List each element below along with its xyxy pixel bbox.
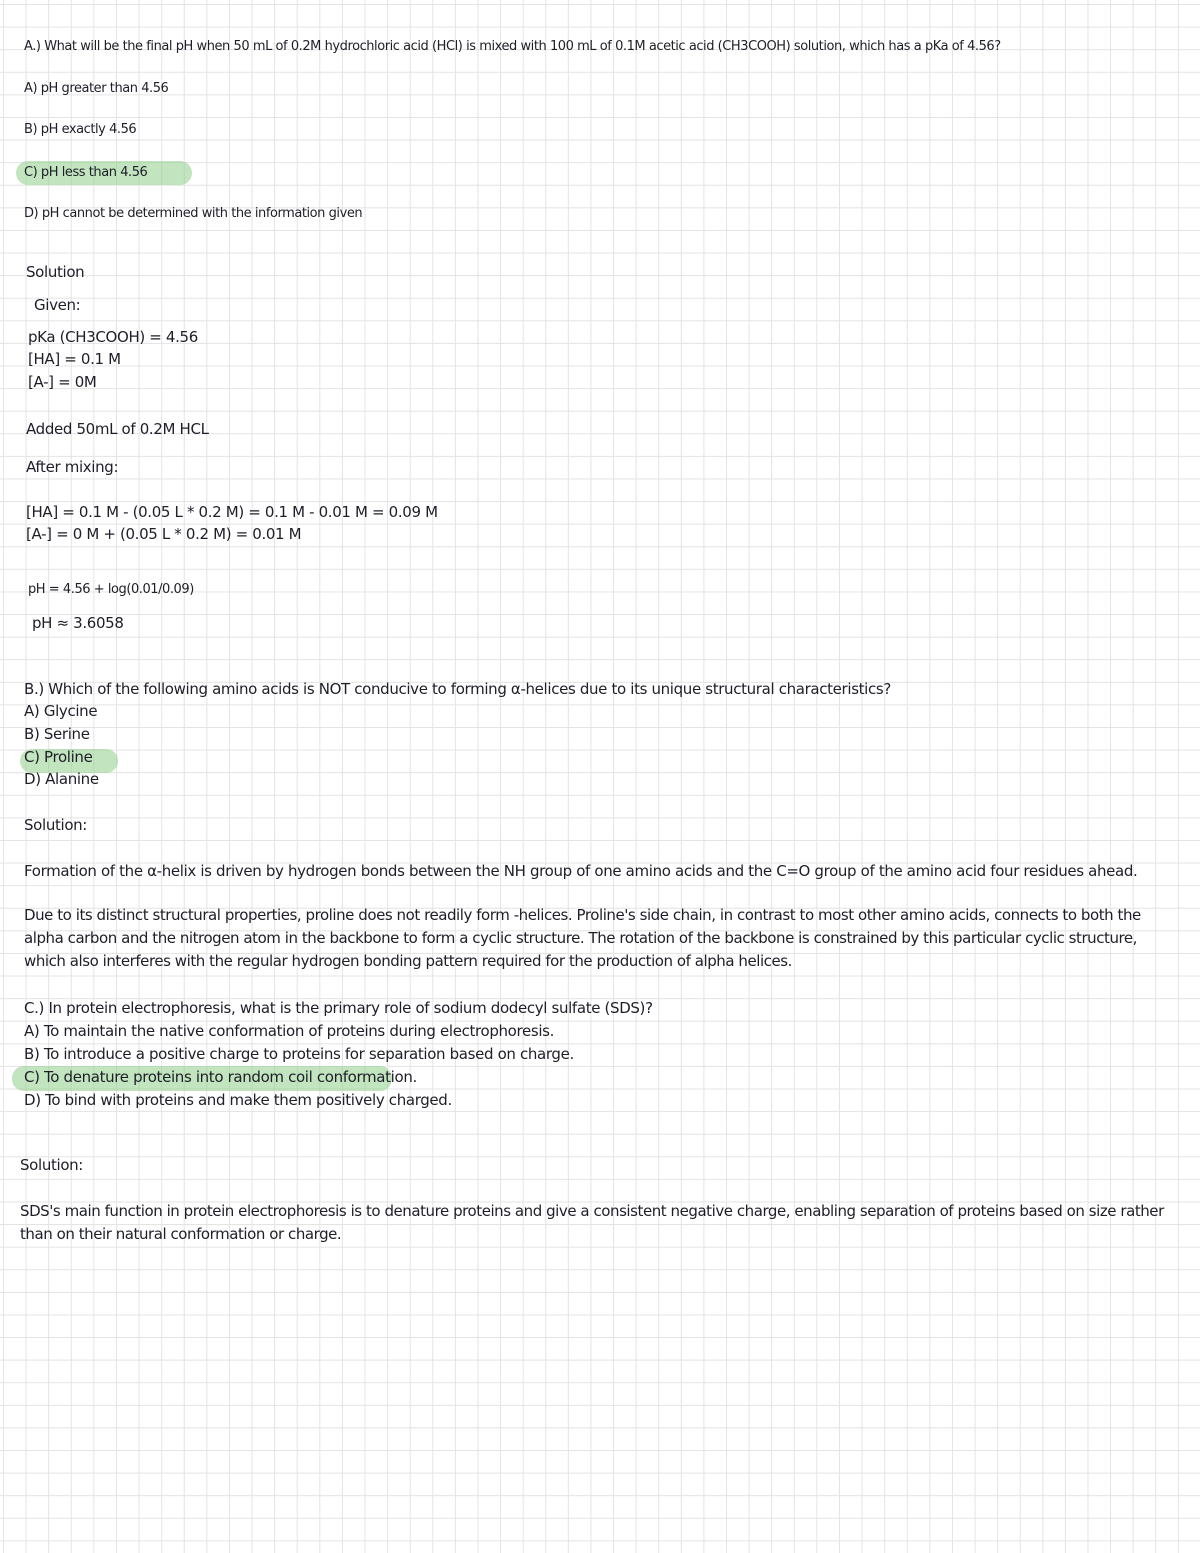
q3-solution-para-1: SDS's main function in protein electrophoresis is to denature proteins and give a consistent negative charge, enabling separation of proteins based on size rather than on their natural conformation or charge. xyxy=(20,1202,1164,1243)
q1-given-label: Given: xyxy=(34,296,81,314)
q2-option-d: D) Alanine xyxy=(24,770,99,788)
q1-given-a: [A-] = 0M xyxy=(28,373,97,391)
q2-option-a: A) Glycine xyxy=(24,702,98,720)
q3-option-a: A) To maintain the native conformation of proteins during electrophoresis. xyxy=(24,1022,555,1040)
q1-given-ha: [HA] = 0.1 M xyxy=(28,350,121,368)
question-1-text: A.) What will be the final pH when 50 mL of 0.2M hydrochloric acid (HCl) is mixed with 100 mL of 0.1M acetic acid (CH3COOH) solution, which has a pKa of 4.56? xyxy=(24,39,1001,54)
q2-option-c: C) Proline xyxy=(24,748,93,766)
q2-solution-para-2: Due to its distinct structural properties, proline does not readily form -helices. Proline's side chain, in contrast to most other amino acids, connects to both the alpha carbon and the nitrogen atom in the backbone to form a cyclic structure. The rotation of the backbone is constrained by this particular cyclic structure, which also interferes with the regular hydrogen bonding pattern required for the production of alpha helices. xyxy=(24,906,1141,970)
q3-solution-heading: Solution: xyxy=(20,1156,84,1174)
q3-option-c: C) To denature proteins into random coil conformation. xyxy=(24,1068,417,1086)
q3-option-d: D) To bind with proteins and make them positively charged. xyxy=(24,1091,452,1109)
q1-calc-ha: [HA] = 0.1 M - (0.05 L * 0.2 M) = 0.1 M - 0.01 M = 0.09 M xyxy=(26,503,438,521)
q1-given-pka: pKa (CH3COOH) = 4.56 xyxy=(28,328,198,346)
question-2-text: B.) Which of the following amino acids is NOT conducive to forming α-helices due to its unique structural characteristics? xyxy=(24,680,891,698)
q2-solution-para-1: Formation of the α-helix is driven by hydrogen bonds between the NH group of one amino acids and the C=O group of the amino acid four residues ahead. xyxy=(24,862,1138,880)
q1-option-d: D) pH cannot be determined with the information given xyxy=(24,206,363,221)
q1-option-a: A) pH greater than 4.56 xyxy=(24,81,169,96)
q2-option-b: B) Serine xyxy=(24,725,90,743)
question-3-text: C.) In protein electrophoresis, what is the primary role of sodium dodecyl sulfate (SDS)? xyxy=(24,999,653,1017)
q1-added: Added 50mL of 0.2M HCL xyxy=(26,420,209,438)
q1-calc-a: [A-] = 0 M + (0.05 L * 0.2 M) = 0.01 M xyxy=(26,525,302,543)
q1-ph-result: pH ≈ 3.6058 xyxy=(32,614,124,632)
q1-ph-formula: pH = 4.56 + log(0.01/0.09) xyxy=(28,582,194,597)
q1-solution-heading: Solution xyxy=(26,263,85,281)
q1-option-b: B) pH exactly 4.56 xyxy=(24,122,137,137)
q2-solution-heading: Solution: xyxy=(24,816,88,834)
q1-option-c: C) pH less than 4.56 xyxy=(24,165,148,180)
q1-after-mixing: After mixing: xyxy=(26,458,119,476)
q3-option-b: B) To introduce a positive charge to proteins for separation based on charge. xyxy=(24,1045,574,1063)
